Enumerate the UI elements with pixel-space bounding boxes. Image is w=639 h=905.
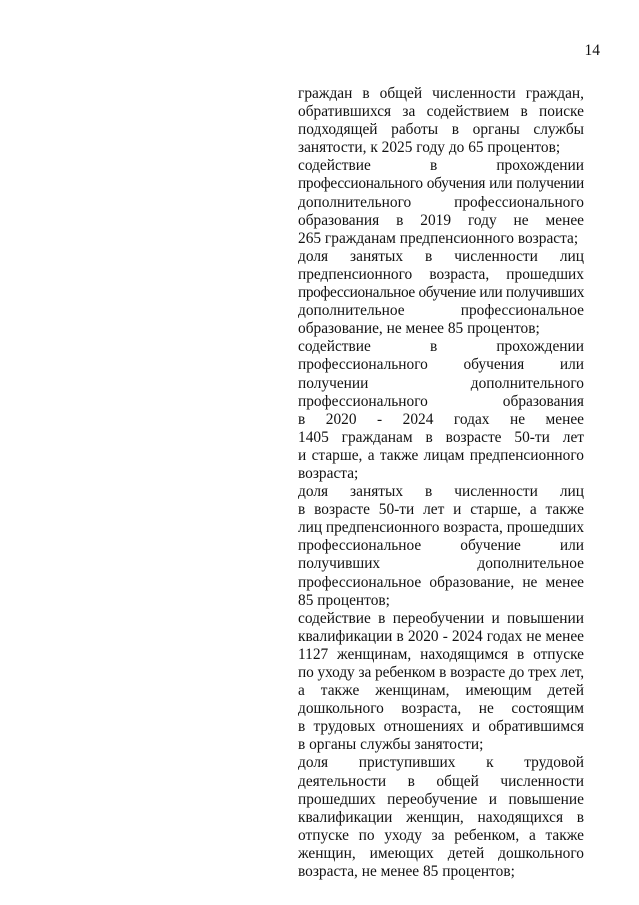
text-line: и старше, а также лицам предпенсионного	[298, 446, 584, 464]
text-line: профессионального обучения или	[298, 356, 584, 374]
text-line: дошкольного возраста, не состоящим	[298, 700, 584, 718]
text-line: получивших дополнительное	[298, 555, 584, 573]
text-line: в органы службы занятости;	[298, 736, 484, 754]
text-line: по уходу за ребенком в возрасте до трех лет,	[298, 664, 584, 681]
text-line: женщин, имеющих детей дошкольного	[298, 844, 584, 862]
text-line: 265 гражданам предпенсионного возраста;	[298, 229, 579, 247]
text-line: профессиональное обучение или получивших	[298, 284, 584, 302]
text-line: 1127 женщинам, находящимся в отпуске	[298, 645, 584, 663]
text-line: 1405 гражданам в возрасте 50-ти лет	[298, 428, 584, 446]
text-line: профессионального образования	[298, 392, 584, 410]
text-line: образование, не менее 85 процентов;	[298, 320, 540, 338]
text-line: получении дополнительного	[298, 374, 584, 392]
text-line: содействие в переобучении и повышении	[298, 609, 584, 627]
text-line: в трудовых отношениях и обратившимся	[298, 718, 584, 736]
text-line: подходящей работы в органы службы	[298, 121, 584, 139]
text-line: содействие в прохождении	[298, 338, 584, 356]
document-body	[298, 85, 584, 881]
text-line: возраста, не менее 85 процентов;	[298, 863, 515, 881]
text-line: дополнительное профессиональное	[298, 302, 584, 320]
text-line: квалификации женщин, находящихся в	[298, 808, 584, 826]
text-line: обратившихся за содействием в поиске	[298, 103, 584, 121]
text-line: квалификации в 2020 - 2024 годах не менее	[298, 627, 584, 645]
text-line: дополнительного профессионального	[298, 193, 584, 211]
text-line: в возрасте 50-ти лет и старше, а также	[298, 501, 584, 519]
text-line: образования в 2019 году не менее	[298, 211, 584, 229]
page-number: 14	[584, 42, 600, 59]
text-line: возраста;	[298, 464, 359, 482]
text-line: деятельности в общей численности	[298, 772, 584, 790]
text-line: доля приступивших к трудовой	[298, 754, 584, 772]
text-line: в 2020 - 2024 годах не менее	[298, 410, 584, 428]
text-line: предпенсионного возраста, прошедших	[298, 265, 584, 283]
text-line: лиц предпенсионного возраста, прошедших	[298, 519, 584, 537]
text-line: граждан в общей численности граждан,	[298, 85, 584, 102]
text-line: прошедших переобучение и повышение	[298, 790, 584, 808]
text-line: занятости, к 2025 году до 65 процентов;	[298, 139, 561, 157]
text-line: доля занятых в численности лиц	[298, 247, 584, 265]
text-line: профессиональное обучение или	[298, 537, 584, 555]
text-line: профессиональное образование, не менее	[298, 573, 584, 591]
text-line: содействие в прохождении	[298, 157, 584, 175]
text-line: профессионального обучения или получении	[298, 175, 584, 193]
text-line: доля занятых в численности лиц	[298, 483, 584, 501]
text-line: а также женщинам, имеющим детей	[298, 682, 584, 700]
text-line: отпуске по уходу за ребенком, а также	[298, 826, 584, 844]
text-line: 85 процентов;	[298, 591, 390, 609]
